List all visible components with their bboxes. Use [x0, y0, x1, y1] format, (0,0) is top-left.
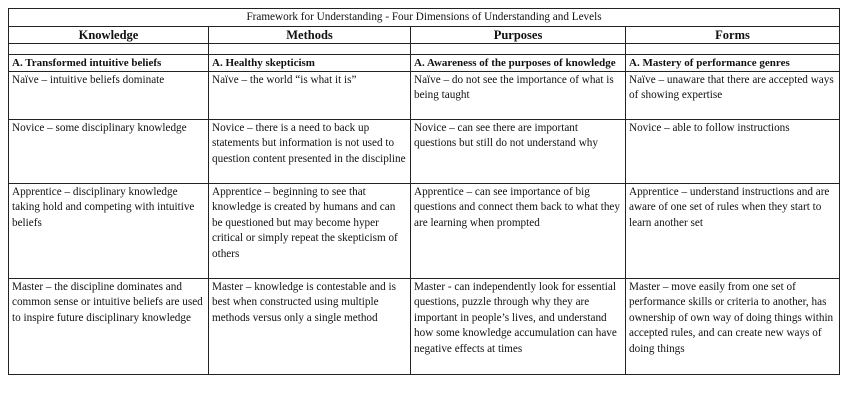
- dimension-row: [9, 54, 840, 71]
- cell-novice-purposes: Novice – can see there are important questions but still do not understand why: [411, 119, 626, 183]
- cell-master-methods: Master – knowledge is contestable and is best when constructed using multiple methods versus only a single method: [209, 278, 411, 374]
- cell-naive-knowledge: Naïve – intuitive beliefs dominate: [9, 71, 209, 119]
- column-header-purposes: Purposes: [411, 26, 626, 43]
- level-row-naive: [9, 71, 840, 119]
- cell-apprentice-forms: Apprentice – understand instructions and are aware of one set of rules when they start to learn another set: [626, 183, 840, 278]
- dimension-forms: A. Mastery of performance genres: [626, 54, 840, 71]
- cell-novice-knowledge: Novice – some disciplinary knowledge: [9, 119, 209, 183]
- cell-apprentice-knowledge: Apprentice – disciplinary knowledge taking hold and competing with intuitive beliefs: [9, 183, 209, 278]
- cell-apprentice-methods: Apprentice – beginning to see that knowledge is created by humans and can be questioned but may become hyper critical or simply repeat the skepticism of others: [209, 183, 411, 278]
- level-row-apprentice: [9, 183, 840, 278]
- column-header-forms: Forms: [626, 26, 840, 43]
- spacer-cell: [209, 43, 411, 54]
- spacer-cell: [411, 43, 626, 54]
- cell-naive-purposes: Naïve – do not see the importance of what is being taught: [411, 71, 626, 119]
- title-row: [9, 9, 840, 27]
- cell-master-knowledge: Master – the discipline dominates and common sense or intuitive beliefs are used to inspire future disciplinary knowledge: [9, 278, 209, 374]
- cell-master-forms: Master – move easily from one set of performance skills or criteria to another, has ownership of own way of doing things within accepted rules, and can create new ways of doing things: [626, 278, 840, 374]
- dimension-knowledge: A. Transformed intuitive beliefs: [9, 54, 209, 71]
- cell-naive-forms: Naïve – unaware that there are accepted ways of showing expertise: [626, 71, 840, 119]
- cell-novice-methods: Novice – there is a need to back up statements but information is not used to question content presented in the discipline: [209, 119, 411, 183]
- table-title: Framework for Understanding - Four Dimensions of Understanding and Levels: [9, 9, 840, 27]
- cell-novice-forms: Novice – able to follow instructions: [626, 119, 840, 183]
- cell-naive-methods: Naïve – the world “is what it is”: [209, 71, 411, 119]
- spacer-cell: [626, 43, 840, 54]
- column-header-knowledge: Knowledge: [9, 26, 209, 43]
- column-header-methods: Methods: [209, 26, 411, 43]
- spacer-row: [9, 43, 840, 54]
- cell-master-purposes: Master - can independently look for essential questions, puzzle through why they are important in people’s lives, and understand how some knowledge accumulation can have negative effects at times: [411, 278, 626, 374]
- dimension-purposes: A. Awareness of the purposes of knowledge: [411, 54, 626, 71]
- dimension-methods: A. Healthy skepticism: [209, 54, 411, 71]
- column-header-row: [9, 26, 840, 43]
- spacer-cell: [9, 43, 209, 54]
- cell-apprentice-purposes: Apprentice – can see importance of big questions and connect them back to what they are learning when prompted: [411, 183, 626, 278]
- level-row-master: [9, 278, 840, 374]
- framework-table: [8, 8, 840, 375]
- level-row-novice: [9, 119, 840, 183]
